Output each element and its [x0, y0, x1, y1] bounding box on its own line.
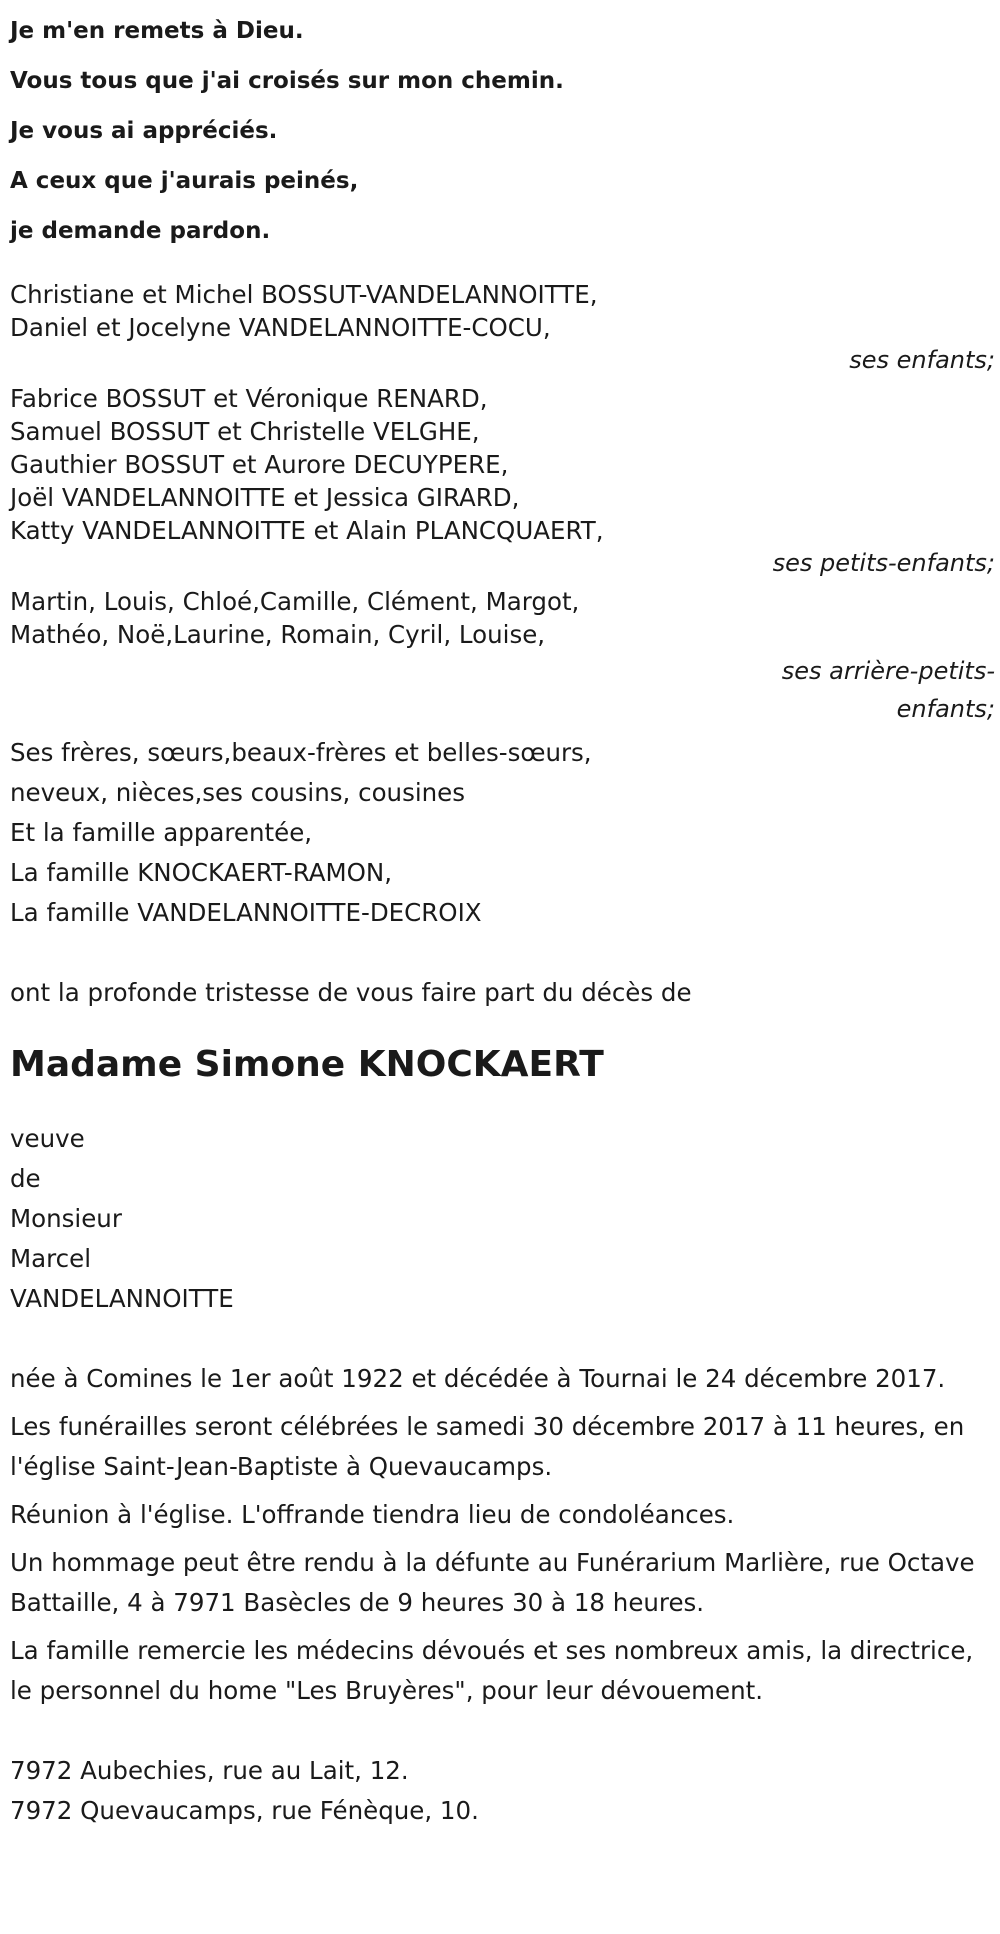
- family-line: La famille VANDELANNOITTE-DECROIX: [10, 898, 482, 927]
- funeral-paragraph: Les funérailles seront célébrées le samedi 30 décembre 2017 à 11 heures, en l'église Saint-Jean-Baptiste à Quevaucamps.: [10, 1412, 965, 1481]
- addresses-block: [10, 1751, 990, 1831]
- widow-of-line: Monsieur: [10, 1204, 122, 1233]
- relation-label: ses enfants;: [849, 346, 995, 374]
- children-group: [10, 278, 995, 376]
- widow-of-line: VANDELANNOITTE: [10, 1284, 234, 1313]
- poem: [10, 0, 990, 256]
- widow-of-line: de: [10, 1164, 41, 1193]
- widow-of-line: Marcel: [10, 1244, 92, 1273]
- thanks-paragraph: La famille remercie les médecins dévoués et ses nombreux amis, la directrice, le personnel du home "Les Bruyères", pour leur dévouement.: [10, 1636, 974, 1705]
- tribute-paragraph: Un hommage peut être rendu à la défunte au Funérarium Marlière, rue Octave Battaille, 4 à 7971 Basècles de 9 heures 30 à 18 heures.: [10, 1548, 975, 1617]
- widow-of-line: veuve: [10, 1124, 85, 1153]
- reunion-paragraph: Réunion à l'église. L'offrande tiendra lieu de condoléances.: [10, 1500, 735, 1529]
- poem-line: Je vous ai appréciés.: [10, 118, 278, 144]
- relation-label: ses petits-enfants;: [772, 549, 995, 577]
- family-line: neveux, nièces,ses cousins, cousines: [10, 778, 466, 807]
- announcement-text: ont la profonde tristesse de vous faire part du décès de: [10, 978, 692, 1007]
- deceased-name: Madame Simone KNOCKAERT: [10, 1044, 604, 1085]
- family-member-line: Gauthier BOSSUT et Aurore DECUYPERE,: [10, 450, 509, 479]
- poem-line: Je m'en remets à Dieu.: [10, 18, 304, 44]
- extended-family-group: [10, 733, 990, 933]
- address-line: 7972 Quevaucamps, rue Fénèque, 10.: [10, 1796, 479, 1825]
- family-member-line: Christiane et Michel BOSSUT-VANDELANNOITTE,: [10, 280, 598, 309]
- family-member-line: Katty VANDELANNOITTE et Alain PLANCQUAERT,: [10, 516, 604, 545]
- details-block: [10, 1359, 995, 1711]
- family-member-line: Martin, Louis, Chloé,Camille, Clément, Margot,: [10, 587, 580, 616]
- poem-line: je demande pardon.: [10, 218, 271, 244]
- family-member-line: Mathéo, Noë,Laurine, Romain, Cyril, Louise,: [10, 620, 546, 649]
- relation-label: ses arrière-petits-: [781, 657, 995, 685]
- family-line: Ses frères, sœurs,beaux-frères et belles-sœurs,: [10, 738, 592, 767]
- family-member-line: Joël VANDELANNOITTE et Jessica GIRARD,: [10, 483, 520, 512]
- address-line: 7972 Aubechies, rue au Lait, 12.: [10, 1756, 409, 1785]
- grandchildren-group: [10, 382, 995, 579]
- family-line: La famille KNOCKAERT-RAMON,: [10, 858, 393, 887]
- widow-of-block: [10, 1119, 990, 1319]
- family-member-line: Samuel BOSSUT et Christelle VELGHE,: [10, 417, 480, 446]
- family-line: Et la famille apparentée,: [10, 818, 313, 847]
- great-grandchildren-group: [10, 585, 995, 727]
- relation-label-continued: enfants;: [896, 695, 995, 723]
- poem-line: Vous tous que j'ai croisés sur mon chemin.: [10, 68, 564, 94]
- birth-death-paragraph: née à Comines le 1er août 1922 et décédée à Tournai le 24 décembre 2017.: [10, 1364, 946, 1393]
- family-member-line: Fabrice BOSSUT et Véronique RENARD,: [10, 384, 488, 413]
- poem-line: A ceux que j'aurais peinés,: [10, 168, 359, 194]
- family-member-line: Daniel et Jocelyne VANDELANNOITTE-COCU,: [10, 313, 551, 342]
